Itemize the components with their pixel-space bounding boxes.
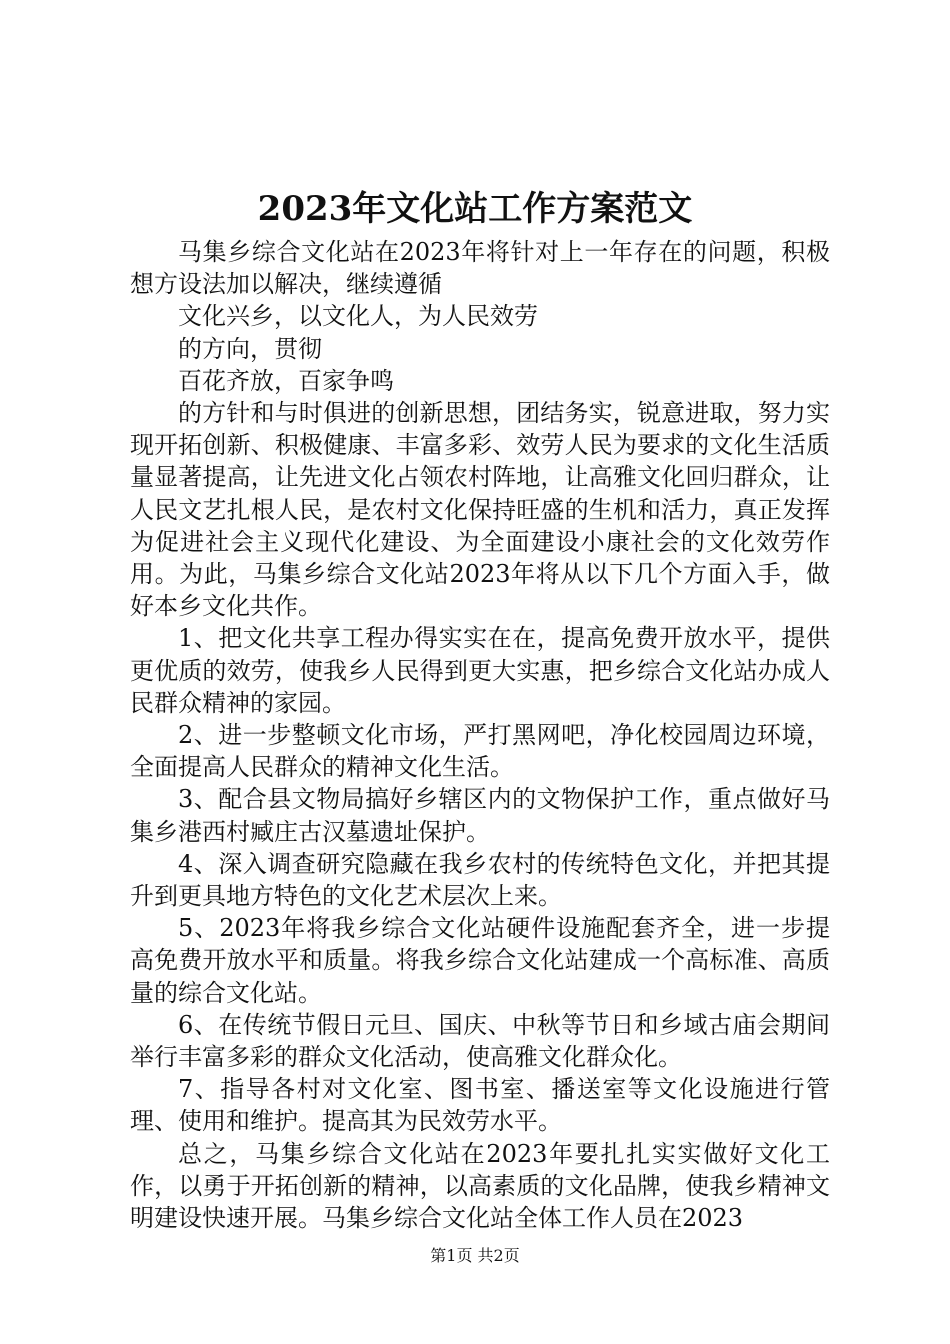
page-number-footer: 第1页 共2页 bbox=[430, 1246, 520, 1265]
paragraph-quote-1: 文化兴乡，以文化人，为人民效劳 bbox=[178, 302, 538, 331]
paragraph-item-3: 3、配合县文物局搞好乡辖区内的文物保护工作，重点做好马集乡港西村臧庄古汉墓遗址保护。 bbox=[130, 785, 830, 846]
paragraph-policy: 的方针和与时俱进的创新思想，团结务实，锐意进取，努力实现开拓创新、积极健康、丰富多彩、效劳人民为要求的文化生活质量显著提高，让先进文化占领农村阵地，让高雅文化回归群众，让人民文艺扎根人民，是农村文化保持旺盛的生机和活力，真正发挥为促进社会主义现代化建设、为全面建设小康社会的文化效劳作用。为此，马集乡综合文化站2023年将从以下几个方面入手，做好本乡文化共作。 bbox=[130, 399, 830, 621]
paragraph-conclusion: 总之，马集乡综合文化站在2023年要扎扎实实做好文化工作，以勇于开拓创新的精神，以高素质的文化品牌，使我乡精神文明建设快速开展。马集乡综合文化站全体工作人员在2023 bbox=[130, 1139, 830, 1233]
paragraph-direction: 的方向，贯彻 bbox=[178, 334, 322, 363]
paragraph-item-5: 5、2023年将我乡综合文化站硬件设施配套齐全，进一步提高免费开放水平和质量。将我乡综合文化站建成一个高标准、高质量的综合文化站。 bbox=[130, 914, 830, 1007]
document-body bbox=[130, 236, 830, 1234]
paragraph-intro: 马集乡综合文化站在2023年将针对上一年存在的问题，积极想方设法加以解决，继续遵循 bbox=[130, 238, 830, 299]
document-title: 2023年文化站工作方案范文 bbox=[257, 189, 693, 229]
paragraph-item-1: 1、把文化共享工程办得实实在在，提高免费开放水平，提供更优质的效劳，使我乡人民得到更大实惠，把乡综合文化站办成人民群众精神的家园。 bbox=[130, 624, 830, 717]
paragraph-item-7: 7、指导各村对文化室、图书室、播送室等文化设施进行管理、使用和维护。提高其为民效劳水平。 bbox=[130, 1075, 830, 1136]
paragraph-item-4: 4、深入调查研究隐藏在我乡农村的传统特色文化，并把其提升到更具地方特色的文化艺术层次上来。 bbox=[130, 849, 830, 911]
paragraph-item-2: 2、进一步整顿文化市场，严打黑网吧，净化校园周边环境，全面提高人民群众的精神文化生活。 bbox=[130, 721, 830, 782]
paragraph-quote-2: 百花齐放，百家争鸣 bbox=[178, 366, 394, 395]
paragraph-item-6: 6、在传统节假日元旦、国庆、中秋等节日和乡域古庙会期间举行丰富多彩的群众文化活动，使高雅文化群众化。 bbox=[130, 1010, 830, 1072]
